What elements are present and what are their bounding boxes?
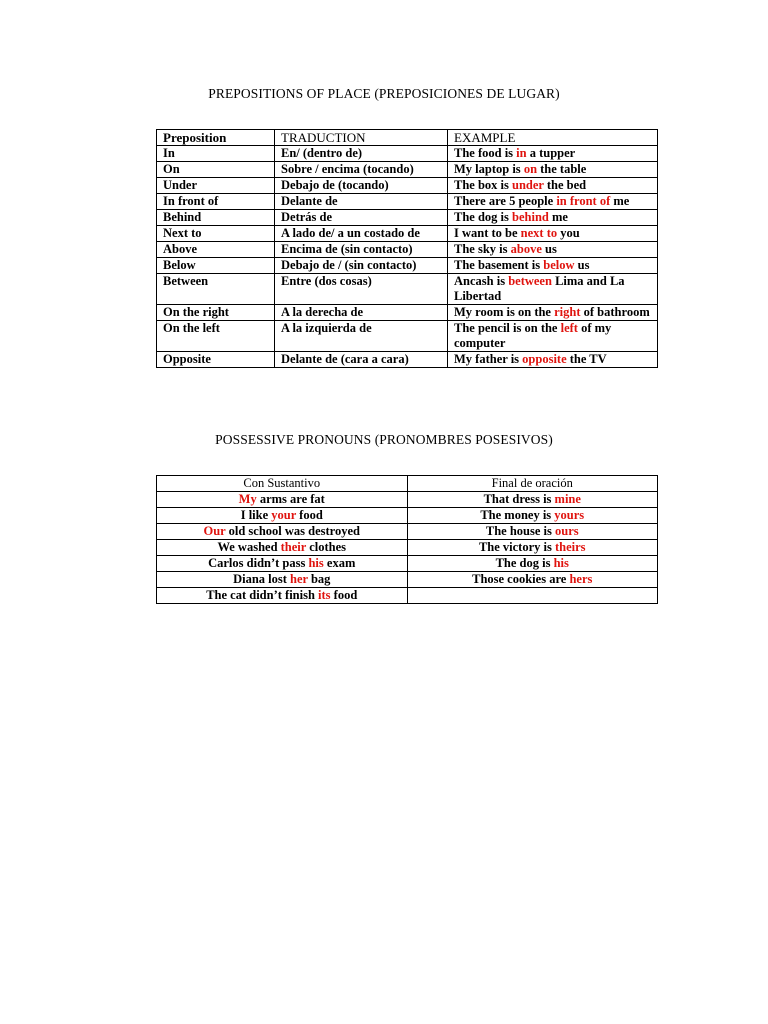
text-segment: That dress is [483, 492, 555, 506]
end-of-sentence-cell [407, 588, 658, 604]
prepositions-title: PREPOSITIONS OF PLACE (PREPOSICIONES DE LUGAR) [208, 86, 560, 101]
header-final-de-oracion: Final de oración [407, 476, 658, 492]
table-row [157, 508, 658, 524]
traduction-cell: Entre (dos cosas) [275, 274, 448, 305]
example-cell [448, 210, 658, 226]
table-row [157, 178, 658, 194]
text-segment: food [330, 588, 358, 602]
text-segment: me [548, 210, 568, 224]
end-of-sentence-cell [407, 540, 658, 556]
table-row [157, 492, 658, 508]
end-of-sentence-cell [407, 524, 658, 540]
preposition-cell: Above [157, 242, 275, 258]
text-segment: arms are fat [256, 492, 325, 506]
prepositions-table [156, 129, 658, 368]
text-segment: old school was destroyed [225, 524, 360, 538]
with-noun-cell [157, 588, 408, 604]
text-segment: The box is [454, 178, 513, 192]
example-cell [448, 274, 658, 305]
preposition-cell: Between [157, 274, 275, 305]
highlight-word: your [271, 508, 297, 522]
text-segment: of my computer [454, 321, 612, 350]
end-of-sentence-cell [407, 556, 658, 572]
example-cell [448, 146, 658, 162]
table-row [157, 305, 658, 321]
highlight-word: her [290, 572, 308, 586]
highlight-word: theirs [554, 540, 586, 554]
text-segment: a tupper [526, 146, 576, 160]
prepositions-header-row [157, 130, 658, 146]
with-noun-cell [157, 540, 408, 556]
highlight-word: mine [554, 492, 581, 506]
example-cell [448, 226, 658, 242]
table-row [157, 588, 658, 604]
possessives-table [156, 475, 658, 604]
text-segment: Ancash is [454, 274, 509, 288]
preposition-cell: In front of [157, 194, 275, 210]
highlight-word: right [554, 305, 581, 319]
with-noun-cell [157, 524, 408, 540]
preposition-cell: Next to [157, 226, 275, 242]
preposition-cell: Behind [157, 210, 275, 226]
with-noun-cell [157, 572, 408, 588]
table-row [157, 162, 658, 178]
preposition-cell: Opposite [157, 352, 275, 368]
text-segment: The money is [480, 508, 555, 522]
text-segment: of bathroom [580, 305, 650, 319]
traduction-cell: Delante de (cara a cara) [275, 352, 448, 368]
example-cell [448, 178, 658, 194]
highlight-word: My [238, 492, 257, 506]
example-cell [448, 321, 658, 352]
highlight-word: their [280, 540, 307, 554]
example-cell [448, 162, 658, 178]
highlight-word: in [516, 146, 527, 160]
highlight-word: on [523, 162, 538, 176]
table-row [157, 572, 658, 588]
text-segment: clothes [306, 540, 347, 554]
text-segment: exam [323, 556, 356, 570]
highlight-word: Our [203, 524, 226, 538]
text-segment: The basement is [454, 258, 544, 272]
example-cell [448, 305, 658, 321]
text-segment: There are 5 people [454, 194, 557, 208]
possessives-header-row [157, 476, 658, 492]
text-segment: The pencil is on the [454, 321, 561, 335]
text-segment: us [574, 258, 590, 272]
text-segment: Those cookies are [472, 572, 570, 586]
traduction-cell: Sobre / encima (tocando) [275, 162, 448, 178]
text-segment: you [557, 226, 580, 240]
example-cell [448, 194, 658, 210]
highlight-word: between [508, 274, 552, 288]
end-of-sentence-cell [407, 508, 658, 524]
text-segment: My room is on the [454, 305, 555, 319]
traduction-cell: A la izquierda de [275, 321, 448, 352]
example-cell [448, 352, 658, 368]
table-row [157, 274, 658, 305]
table-row [157, 524, 658, 540]
text-segment: The dog is [454, 210, 513, 224]
header-preposition: Preposition [157, 130, 275, 146]
preposition-cell: Under [157, 178, 275, 194]
text-segment: food [296, 508, 323, 522]
highlight-word: under [512, 178, 544, 192]
text-segment: We washed [217, 540, 281, 554]
text-segment: My father is [454, 352, 523, 366]
highlight-word: his [553, 556, 569, 570]
preposition-cell: Below [157, 258, 275, 274]
table-row [157, 352, 658, 368]
preposition-cell: In [157, 146, 275, 162]
traduction-cell: A la derecha de [275, 305, 448, 321]
table-row [157, 146, 658, 162]
traduction-cell: Delante de [275, 194, 448, 210]
header-con-sustantivo: Con Sustantivo [157, 476, 408, 492]
text-segment: The cat didn’t finish [206, 588, 319, 602]
possessives-title: POSSESSIVE PRONOUNS (PRONOMBRES POSESIVOS) [215, 432, 553, 447]
text-segment: I want to be [454, 226, 521, 240]
text-segment: the table [537, 162, 587, 176]
highlight-word: opposite [522, 352, 567, 366]
highlight-word: its [318, 588, 331, 602]
highlight-word: his [308, 556, 324, 570]
text-segment: Lima and La Libertad [454, 274, 625, 303]
table-row [157, 210, 658, 226]
example-cell [448, 258, 658, 274]
preposition-cell: On [157, 162, 275, 178]
text-segment: Carlos didn’t pass [208, 556, 309, 570]
traduction-cell: Debajo de (tocando) [275, 178, 448, 194]
end-of-sentence-cell [407, 492, 658, 508]
highlight-word: hers [569, 572, 593, 586]
text-segment: the TV [566, 352, 607, 366]
example-cell [448, 242, 658, 258]
highlight-word: left [560, 321, 578, 335]
table-row [157, 258, 658, 274]
end-of-sentence-cell [407, 572, 658, 588]
table-row [157, 242, 658, 258]
text-segment: bag [307, 572, 331, 586]
text-segment: The dog is [495, 556, 554, 570]
preposition-cell: On the right [157, 305, 275, 321]
highlight-word: next to [520, 226, 558, 240]
traduction-cell: Encima de (sin contacto) [275, 242, 448, 258]
header-example: EXAMPLE [448, 130, 658, 146]
traduction-cell: A lado de/ a un costado de [275, 226, 448, 242]
highlight-word: above [510, 242, 542, 256]
text-segment: us [541, 242, 557, 256]
text-segment: The food is [454, 146, 517, 160]
table-row [157, 556, 658, 572]
highlight-word: behind [512, 210, 549, 224]
table-row [157, 226, 658, 242]
text-segment: I like [240, 508, 272, 522]
text-segment: The victory is [478, 540, 555, 554]
text-segment: Diana lost [233, 572, 291, 586]
highlight-word: yours [554, 508, 585, 522]
text-segment: me [610, 194, 630, 208]
highlight-word: in front of [556, 194, 611, 208]
highlight-word: ours [555, 524, 579, 538]
traduction-cell: Detrás de [275, 210, 448, 226]
with-noun-cell [157, 508, 408, 524]
table-row [157, 540, 658, 556]
with-noun-cell [157, 492, 408, 508]
text-segment: The house is [485, 524, 555, 538]
text-segment: My laptop is [454, 162, 524, 176]
table-row [157, 194, 658, 210]
with-noun-cell [157, 556, 408, 572]
preposition-cell: On the left [157, 321, 275, 352]
traduction-cell: Debajo de / (sin contacto) [275, 258, 448, 274]
text-segment: The sky is [454, 242, 511, 256]
text-segment: the bed [543, 178, 587, 192]
traduction-cell: En/ (dentro de) [275, 146, 448, 162]
header-traduction: TRADUCTION [275, 130, 448, 146]
highlight-word: below [543, 258, 575, 272]
table-row [157, 321, 658, 352]
